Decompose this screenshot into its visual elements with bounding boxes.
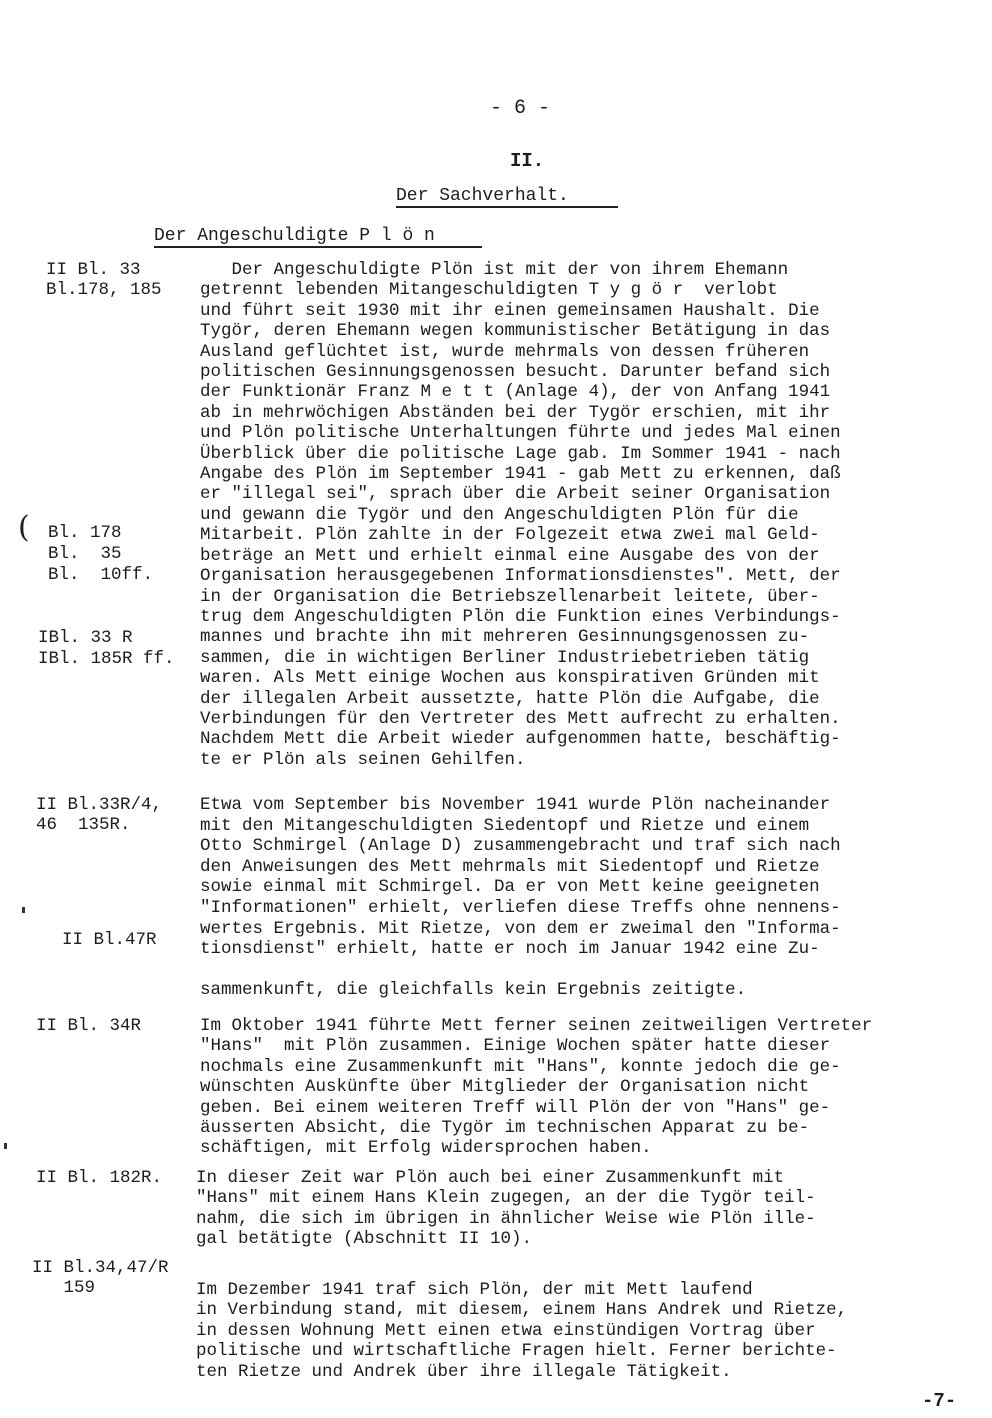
- margin-reference: II Bl.33R/4, 46 135R.: [36, 795, 163, 835]
- subsection-title: Der Angeschuldigte P l ö n: [154, 226, 482, 248]
- punch-mark: [22, 907, 25, 913]
- page-number: - 6 -: [490, 97, 551, 120]
- section-number: II.: [510, 150, 545, 172]
- bracket-mark: (: [18, 510, 30, 545]
- paragraph: Der Angeschuldigte Plön ist mit der von ihrem Ehemann getrennt lebenden Mitangeschuldigten T y g ö r verlobt und führt seit 1930 mit ihr einen gemeinsamen Haushalt. Die Tygör, deren Ehemann wegen kommunistischer Betätigung in das Ausland geflüchtet ist, wurde mehrmals von dessen früheren politischen Gesinnungsgenossen besucht. Darunter befand sich der Funktionär Franz M e t t (Anlage 4), der von Anfang 1941 ab in mehrwöchigen Abständen bei der Tygör erschien, mit ihr und Plön politische Unterhaltungen führte und jedes Mal einen Überblick über die politische Lage gab. Im Sommer 1941 - nach Angabe des Plön im September 1941 - gab Mett zu erkennen, daß er "illegal sei", sprach über die Arbeit seiner Organisation und gewann die Tygör und den Angeschuldigten Plön für die Mitarbeit. Plön zahlte in der Folgezeit etwa zwei mal Geld- beträge an Mett und erhielt einmal eine Ausgabe des von der Organisation herausgegebenen Informationsdienstes". Mett, der in der Organisation die Betriebszellenarbeit leitete, über- trug dem Angeschuldigten Plön die Funktion eines Verbindungs- mannes und brachte ihn mit mehreren Gesinnungsgenossen zu- sammen, die in wichtigen Berliner Industriebetrieben tätig waren. Als Mett einige Wochen aus konspirativen Gründen mit der illegalen Arbeit aussetzte, hatte Plön die Aufgabe, die Verbindungen für den Vertreter des Mett aufrecht zu erhalten. Nachdem Mett die Arbeit wieder aufgenommen hatte, beschäftig- te er Plön als seinen Gehilfen.: [200, 260, 841, 770]
- paragraph: Etwa vom September bis November 1941 wurde Plön nacheinander mit den Mitangeschuldigten Siedentopf und Rietze und einem Otto Schmirgel (Anlage D) zusammengebracht und traf sich nach den Anweisungen des Mett mehrmals mit Siedentopf und Rietze sowie einmal mit Schmirgel. Da er von Mett keine geeigneten "Informationen" erhielt, verliefen diese Treffs ohne nennens- wertes Ergebnis. Mit Rietze, von dem er zweimal den "Informa- tionsdienst" erhielt, hatte er noch im Januar 1942 eine Zu- sammenkunft, die gleichfalls kein Ergebnis zeitigte.: [200, 795, 841, 1001]
- margin-reference: IBl. 33 R IBl. 185R ff.: [38, 628, 175, 669]
- paragraph: In dieser Zeit war Plön auch bei einer Zusammenkunft mit "Hans" mit einem Hans Klein zugegen, an der die Tygör teil- nahm, die sich im übrigen in ähnlicher Weise wie Plön ille- gal betätigte (Abschnitt II 10).: [196, 1168, 816, 1250]
- paragraph: Im Oktober 1941 führte Mett ferner seinen zeitweiligen Vertreter "Hans" mit Plön zusammen. Einige Wochen später hatte dieser nochmals eine Zusammenkunft mit "Hans", konnte jedoch die ge- wünschten Auskünfte über Mitglieder der Organisation nicht geben. Bei einem weiteren Treff will Plön der von "Hans" ge- äusserten Absicht, die Tygör im technischen Apparat zu be- schäftigen, mit Erfolg widersprochen haben.: [200, 1016, 873, 1159]
- punch-mark: [4, 1143, 7, 1149]
- margin-reference: II Bl.47R: [62, 930, 157, 950]
- margin-reference: Bl. 178 Bl. 35 Bl. 10ff.: [48, 523, 154, 585]
- paragraph: Im Dezember 1941 traf sich Plön, der mit Mett laufend in Verbindung stand, mit diesem, einem Hans Andrek und Rietze, in dessen Wohnung Mett einen etwa einstündigen Vortrag über politische und wirtschaftliche Fragen hielt. Ferner berichte- ten Rietze und Andrek über ihre illegale Tätigkeit.: [196, 1280, 848, 1382]
- section-title: Der Sachverhalt.: [396, 186, 618, 208]
- margin-reference: II Bl. 182R.: [36, 1168, 163, 1188]
- margin-reference: II Bl. 33 Bl.178, 185: [46, 260, 162, 300]
- margin-reference: II Bl. 34R: [36, 1016, 142, 1036]
- continuation-marker: -7-: [922, 1390, 957, 1412]
- margin-reference: II Bl.34,47/R 159: [32, 1258, 169, 1298]
